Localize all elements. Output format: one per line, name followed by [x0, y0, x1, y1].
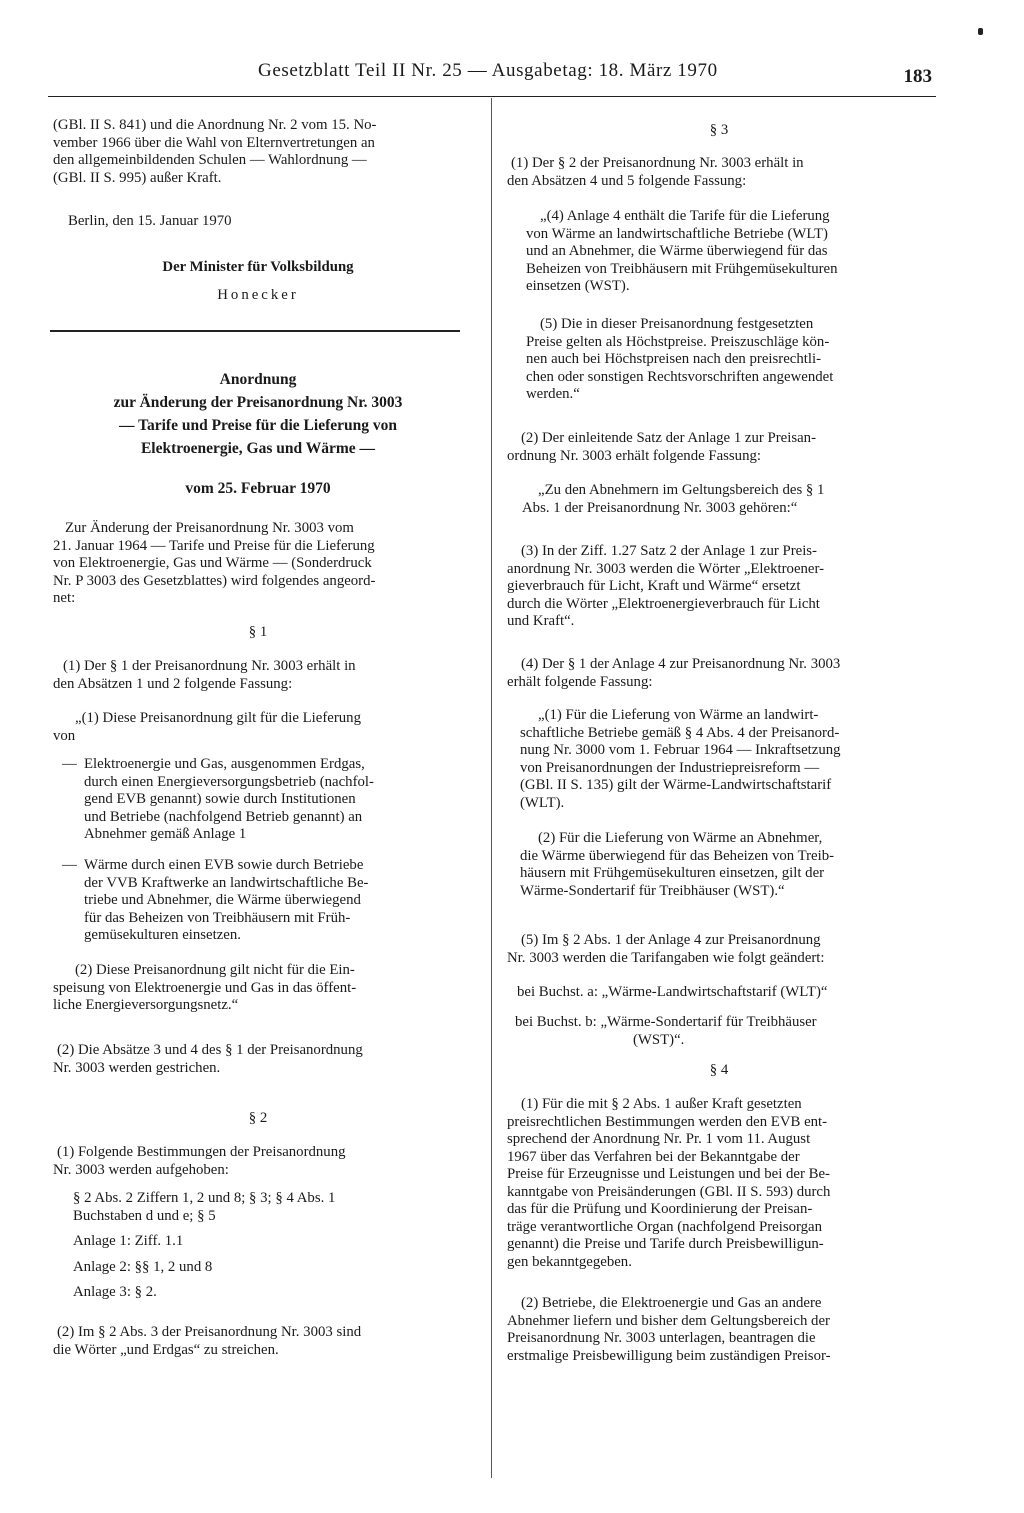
section-3-quote-p4b — [520, 830, 931, 900]
text-line: kanntgabe von Preisänderungen (GBl. II S. 593) durch — [507, 1183, 831, 1200]
minister-title: Der Minister für Volksbildung — [162, 259, 354, 275]
text-line: gen bekanntgegeben. — [507, 1253, 632, 1270]
text-line: Nr. 3003 werden die Tarifangaben wie folgt geändert: — [507, 949, 825, 966]
text-line: Preise gelten als Höchstpreise. Preiszuschläge kön- — [526, 333, 830, 350]
dash-item-electricity: — Elektroenergie und Gas, ausgenommen Erdgas, durch einen Energieversorgungsbetrieb (nachfol- gend EVB genannt) sowie durch Institutionen und Betriebe (nachfolgend Betrieb genannt) an Abnehmer gemäß Anlage 1 — [62, 756, 464, 844]
text-line: nen auch bei Höchstpreisen nach den preisrechtli- — [526, 351, 821, 367]
text-line: von Wärme an landwirtschaftliche Betriebe (WLT) — [526, 225, 828, 242]
list-item: § 2 Abs. 2 Ziffern 1, 2 und 8; § 3; § 4 Abs. 1 — [73, 1190, 336, 1206]
page-header — [48, 60, 936, 97]
section-4-para-2 — [507, 1295, 931, 1365]
title-line: — Tarife und Preise für die Lieferung von — [118, 417, 397, 434]
buchst-b — [515, 1014, 931, 1049]
place-date: Berlin, den 15. Januar 1970 — [68, 213, 232, 229]
text-line: einsetzen (WST). — [526, 278, 630, 294]
section-3-para-1 — [507, 155, 931, 190]
section-divider — [50, 330, 460, 332]
section-1-para-2 — [53, 1042, 463, 1077]
text-line: gend EVB genannt) sowie durch Institutionen — [84, 791, 356, 807]
text-line: (1) Der § 2 der Preisanordnung Nr. 3003 erhält in — [511, 155, 804, 171]
text-line: net: — [53, 590, 76, 606]
text-line: und Kraft“. — [507, 613, 575, 629]
text-line: gieverbrauch für Licht, Kraft und Wärme“ ersetzt — [507, 578, 801, 594]
text-line: (GBl. II S. 841) und die Anordnung Nr. 2 vom 15. No- — [53, 117, 377, 133]
text-line: Preisanordnung Nr. 3003 unterlagen, beantragen die — [507, 1330, 816, 1346]
buchst-a: bei Buchst. a: „Wärme-Landwirtschaftstarif (WLT)“ — [517, 984, 828, 1000]
text-line: (5) Im § 2 Abs. 1 der Anlage 4 zur Preisanordnung — [521, 932, 821, 948]
text-line: 21. Januar 1964 — Tarife und Preise für die Lieferung — [53, 537, 375, 554]
text-line: (5) Die in dieser Preisanordnung festgesetzten — [540, 316, 814, 332]
text-line: Wärme durch einen EVB sowie durch Betriebe — [84, 857, 364, 873]
intro-paragraph — [53, 117, 463, 187]
title-line: zur Änderung der Preisanordnung Nr. 3003 — [113, 394, 403, 411]
text-line: sprechend der Anordnung Nr. Pr. 1 vom 11. August — [507, 1131, 811, 1147]
text-line: Abs. 1 der Preisanordnung Nr. 3003 gehören:“ — [522, 499, 798, 516]
text-line: Nr. 3003 werden aufgehoben: — [53, 1161, 229, 1178]
section-3-quote-5 — [526, 316, 931, 404]
text-line: von Preisanordnungen der Industriepreisreform — — [520, 759, 820, 776]
section-3-para-5 — [507, 932, 931, 967]
text-line: (1) Für die mit § 2 Abs. 1 außer Kraft gesetzten — [521, 1096, 802, 1112]
text-line: die Wärme überwiegend für das Beheizen von Treib- — [520, 847, 835, 864]
section-2-heading: § 2 — [248, 1110, 268, 1126]
text-line: (2) Betriebe, die Elektroenergie und Gas an andere — [521, 1295, 822, 1311]
section-2-list — [73, 1190, 453, 1302]
text-line: träge verantwortliche Organ (nachfolgend Preisorgan — [507, 1218, 823, 1235]
text-line: Abnehmer liefern und bisher dem Geltungsbereich der — [507, 1312, 830, 1329]
text-line: Nr. P 3003 des Gesetzblattes) wird folgendes angeord- — [53, 572, 376, 589]
list-item: Buchstaben d und e; § 5 — [73, 1207, 216, 1224]
text-line: (4) Der § 1 der Anlage 4 zur Preisanordnung Nr. 3003 — [521, 656, 841, 672]
text-line: von Elektroenergie, Gas und Wärme — (Sonderdruck — [53, 555, 372, 571]
text-line: gemüsekulturen einsetzen. — [84, 927, 241, 943]
text-line: erstmalige Preisbewilligung beim zuständigen Preisor- — [507, 1347, 831, 1364]
text-line: Wärme-Sondertarif für Treibhäuser (WST).“ — [520, 882, 785, 899]
text-line: die Wörter „und Erdgas“ zu streichen. — [53, 1341, 279, 1358]
text-line: für das Beheizen von Treibhäusern mit Früh- — [84, 909, 351, 926]
column-divider — [491, 98, 492, 1478]
section-4-para-1 — [507, 1096, 931, 1271]
text-line: (2) Im § 2 Abs. 3 der Preisanordnung Nr. 3003 sind — [57, 1324, 362, 1340]
text-line: anordnung Nr. 3003 werden die Wörter „Elektroener- — [507, 560, 825, 577]
text-line: bei Buchst. b: „Wärme-Sondertarif für Treibhäuser — [515, 1014, 817, 1030]
text-line: der VVB Kraftwerke an landwirtschaftliche Be- — [84, 874, 369, 891]
text-line: Preise für Erzeugnisse und Leistungen und bei der Be- — [507, 1166, 830, 1182]
text-line: Zur Änderung der Preisanordnung Nr. 3003 vom — [65, 520, 354, 536]
text-line: (2) Die Absätze 3 und 4 des § 1 der Preisanordnung — [57, 1042, 363, 1058]
text-line: den Absätzen 4 und 5 folgende Fassung: — [507, 172, 747, 189]
text-line: nung Nr. 3000 vom 1. Februar 1964 — Inkraftsetzung — [520, 742, 841, 758]
text-line: (2) Der einleitende Satz der Anlage 1 zur Preisan- — [521, 430, 816, 446]
section-3-para-2 — [507, 430, 931, 465]
dash-item-heat: — Wärme durch einen EVB sowie durch Betriebe der VVB Kraftwerke an landwirtschaftliche Be- triebe und Abnehmer, die Wärme überwiegend für das Beheizen von Treibhäusern mit Früh- gemüsekulturen einsetzen. — [62, 857, 464, 945]
text-line: (1) Der § 1 der Preisanordnung Nr. 3003 erhält in — [63, 658, 356, 674]
text-line: (2) Für die Lieferung von Wärme an Abnehmer, — [538, 830, 823, 846]
text-line: vember 1966 über die Wahl von Elternvertretungen an — [53, 134, 375, 151]
text-line: den Absätzen 1 und 2 folgende Fassung: — [53, 675, 293, 692]
document-title — [53, 368, 463, 460]
header-title: Gesetzblatt Teil II Nr. 25 — Ausgabetag: 18. März 1970 — [258, 60, 718, 81]
section-3-quote-4 — [526, 208, 931, 296]
text-line: Nr. 3003 werden gestrichen. — [53, 1059, 221, 1076]
list-item: Anlage 1: Ziff. 1.1 — [73, 1233, 184, 1249]
section-1-quote — [53, 710, 463, 745]
text-line: und Betriebe (nachfolgend Betrieb genannt) an — [84, 808, 363, 825]
section-1-para-1 — [53, 658, 463, 693]
section-3-para-3 — [507, 543, 931, 631]
text-line: und an Abnehmer, die Wärme überwiegend für das — [526, 243, 828, 259]
text-line: „Zu den Abnehmern im Geltungsbereich des § 1 — [538, 482, 825, 498]
text-line: Abnehmer gemäß Anlage 1 — [84, 826, 247, 842]
list-item: Anlage 2: §§ 1, 2 und 8 — [73, 1258, 213, 1275]
signature: Honecker — [217, 287, 299, 303]
text-line: von — [53, 727, 76, 744]
section-2-para-1 — [53, 1144, 463, 1179]
text-line: 1967 über das Verfahren bei der Bekanntgabe der — [507, 1148, 800, 1165]
title-line: Anordnung — [219, 371, 297, 388]
text-line: den allgemeinbildenden Schulen — Wahlordnung — — [53, 152, 367, 168]
scan-mark — [978, 28, 983, 35]
section-3-quote-p4a — [520, 707, 931, 812]
text-line: erhält folgende Fassung: — [507, 673, 653, 690]
section-2-para-2 — [53, 1324, 463, 1359]
text-line: speisung von Elektroenergie und Gas in das öffent- — [53, 979, 357, 996]
text-line: (WLT). — [520, 794, 565, 811]
section-1-quote-2 — [53, 962, 463, 1015]
list-item: Anlage 3: § 2. — [73, 1284, 157, 1300]
text-line: (GBl. II S. 995) außer Kraft. — [53, 169, 222, 186]
text-line: (WST)“. — [633, 1031, 685, 1048]
text-line: Elektroenergie und Gas, ausgenommen Erdgas, — [84, 756, 365, 772]
preamble — [53, 520, 463, 608]
text-line: (1) Folgende Bestimmungen der Preisanordnung — [57, 1144, 346, 1160]
text-line: „(4) Anlage 4 enthält die Tarife für die Lieferung — [540, 208, 830, 224]
text-line: ordnung Nr. 3003 erhält folgende Fassung: — [507, 447, 761, 464]
document-date: vom 25. Februar 1970 — [185, 480, 331, 497]
text-line: durch die Wörter „Elektroenergieverbrauch für Licht — [507, 595, 820, 612]
text-line: werden.“ — [526, 386, 580, 402]
text-line: (GBl. II S. 135) gilt der Wärme-Landwirtschaftstarif — [520, 777, 832, 793]
text-line: chen oder sonstigen Rechtsvorschriften angewendet — [526, 368, 834, 385]
section-4-heading: § 4 — [709, 1062, 729, 1078]
text-line: Beheizen von Treibhäusern mit Frühgemüsekulturen — [526, 260, 838, 277]
text-line: „(1) Für die Lieferung von Wärme an landwirt- — [538, 707, 819, 723]
section-3-quote-p2 — [522, 482, 931, 517]
text-line: preisrechtlichen Bestimmungen werden den EVB ent- — [507, 1113, 828, 1130]
section-1-heading: § 1 — [248, 624, 268, 640]
text-line: durch einen Energieversorgungsbetrieb (nachfol- — [84, 773, 374, 790]
text-line: häusern mit Frühgemüsekulturen einsetzen, gilt der — [520, 865, 825, 881]
text-line: triebe und Abnehmer, die Wärme überwiegend — [84, 892, 361, 908]
text-line: liche Energieversorgungsnetz.“ — [53, 997, 239, 1013]
page-number: 183 — [903, 66, 932, 87]
text-line: schaftliche Betriebe gemäß § 4 Abs. 4 der Preisanord- — [520, 724, 840, 741]
text-line: „(1) Diese Preisanordnung gilt für die Lieferung — [75, 710, 361, 726]
text-line: (2) Diese Preisanordnung gilt nicht für die Ein- — [75, 962, 355, 978]
text-line: (3) In der Ziff. 1.27 Satz 2 der Anlage 1 zur Preis- — [521, 543, 817, 559]
section-3-para-4 — [507, 656, 931, 691]
text-line: genannt) die Preise und Tarife durch Preisbewilligun- — [507, 1236, 824, 1252]
text-line: das für die Prüfung und Koordinierung der Preisan- — [507, 1201, 813, 1217]
title-line: Elektroenergie, Gas und Wärme — — [140, 440, 376, 457]
section-3-heading: § 3 — [709, 122, 729, 138]
